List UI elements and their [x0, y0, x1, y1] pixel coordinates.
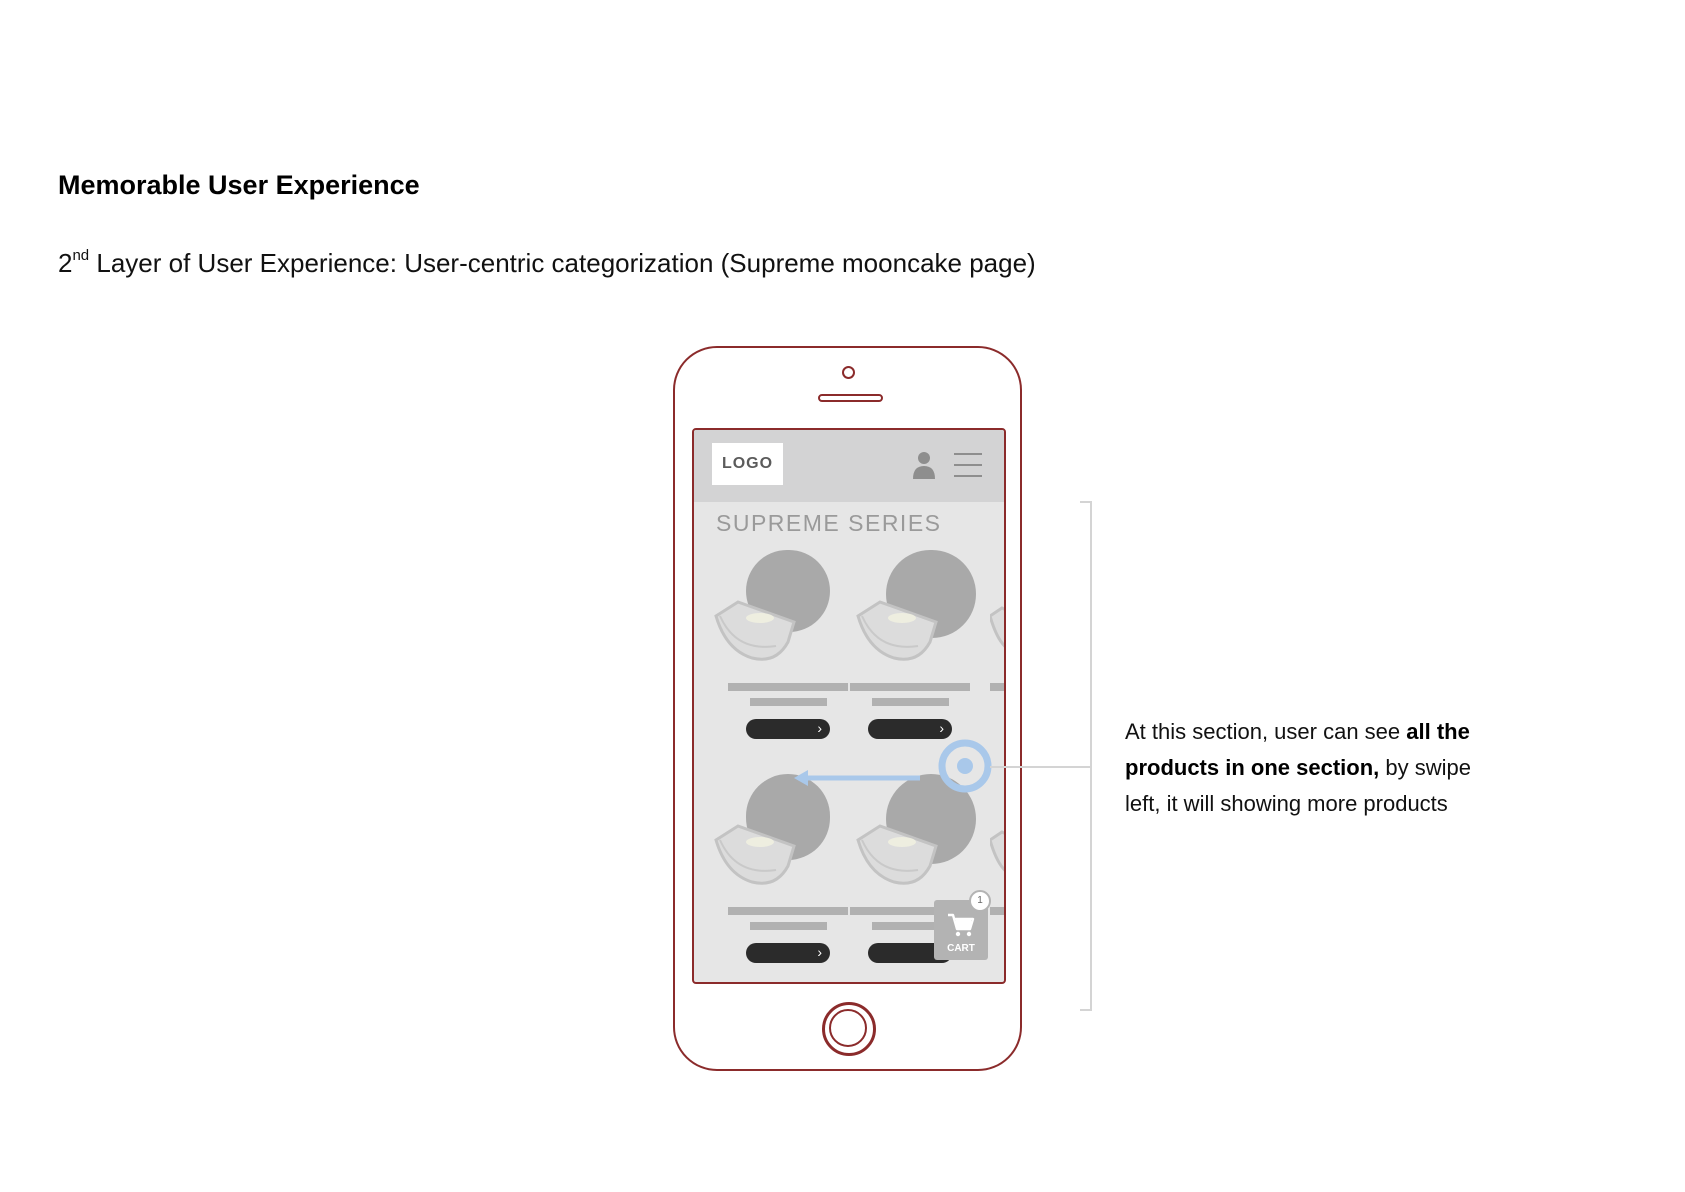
product-name-line: [728, 907, 848, 915]
product-price-line: [750, 922, 827, 930]
app-header: [694, 430, 1004, 502]
product-name-line: [990, 683, 1006, 691]
product-price-line: [750, 698, 827, 706]
page-subheading: [58, 248, 1036, 279]
hamburger-menu-icon[interactable]: [954, 452, 982, 478]
callout-connector: [990, 766, 1092, 768]
chevron-right-icon: ›: [939, 720, 944, 736]
mooncake-image: [708, 550, 838, 675]
cart-count-badge: 1: [969, 890, 991, 912]
annotation-bold: all the products in one section,: [1125, 719, 1470, 780]
section-title: SUPREME SERIES: [716, 510, 942, 536]
product-name-line: [990, 907, 1006, 915]
user-icon[interactable]: [912, 450, 936, 480]
cart-button[interactable]: [934, 895, 988, 960]
product-view-button[interactable]: [746, 943, 830, 963]
chevron-right-icon: ›: [817, 720, 822, 736]
product-card[interactable]: [708, 774, 838, 974]
product-price-line: [872, 698, 949, 706]
phone-screen: [692, 428, 1006, 984]
phone-speaker: [818, 394, 883, 402]
annotation-part2: by swipe left, it will showing more products: [1125, 755, 1471, 816]
chevron-right-icon: ›: [817, 944, 822, 960]
product-card[interactable]: [708, 550, 838, 750]
phone-home-button[interactable]: [822, 1002, 876, 1056]
product-card[interactable]: [850, 550, 980, 750]
subheading-ordinal: nd: [72, 247, 90, 265]
mooncake-image: [990, 550, 1006, 675]
phone-camera: [842, 366, 855, 379]
annotation-part1: At this section, user can see: [1125, 719, 1407, 744]
page-heading: Memorable User Experience: [58, 170, 420, 200]
swipe-gesture-indicator: [780, 730, 1010, 800]
product-name-line: [850, 683, 970, 691]
callout-bracket: [1080, 501, 1092, 1011]
product-name-line: [728, 683, 848, 691]
mooncake-image: [850, 550, 980, 675]
subheading-number: 2: [58, 248, 73, 278]
product-card-partial[interactable]: [990, 550, 1006, 750]
product-card-partial[interactable]: [990, 774, 1006, 974]
subheading-text: Layer of User Experience: User-centric categorization (Supreme mooncake page): [89, 248, 1036, 278]
logo[interactable]: LOGO: [712, 443, 783, 485]
cart-icon: [946, 912, 976, 938]
cart-label: CART: [947, 943, 975, 954]
annotation-text: [1125, 714, 1505, 822]
